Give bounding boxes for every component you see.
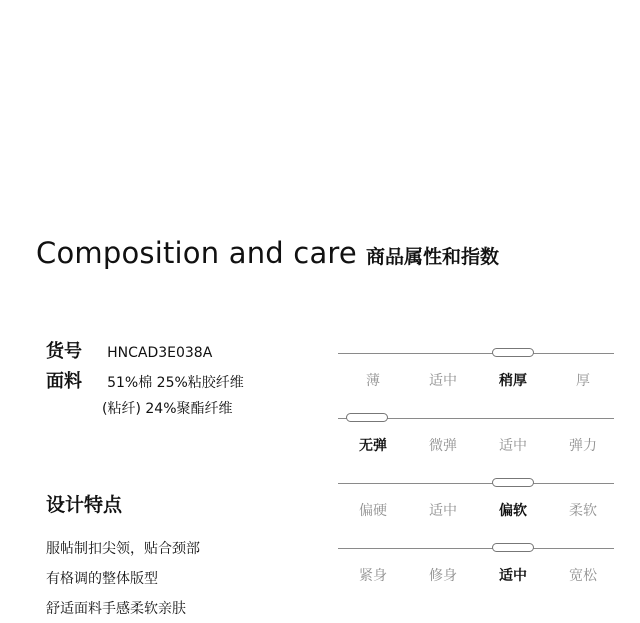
softness-scale (338, 467, 614, 527)
scale-option: 偏软 (499, 503, 527, 519)
scale-track (338, 353, 614, 354)
scale-option: 适中 (429, 373, 457, 389)
scale-indicator (492, 348, 534, 357)
design-features-title: 设计特点 (46, 494, 123, 516)
scale-option: 弹力 (569, 438, 597, 454)
title-chinese: 商品属性和指数 (366, 246, 500, 268)
scale-option: 适中 (499, 568, 527, 584)
fabric-label: 面料 (46, 371, 82, 392)
scale-track (338, 548, 614, 549)
scale-indicator (492, 478, 534, 487)
item-number-label: 货号 (46, 341, 82, 362)
fabric-value-line2: (粘纤) 24%聚酯纤维 (102, 401, 233, 417)
scale-track (338, 483, 614, 484)
title-english: Composition and care (36, 236, 357, 270)
scale-option: 适中 (499, 438, 527, 454)
item-number-row (46, 337, 212, 363)
scale-indicator (346, 413, 388, 422)
scale-option: 宽松 (569, 568, 597, 584)
page-title (36, 236, 499, 270)
thickness-scale (338, 337, 614, 397)
scale-option: 偏硬 (359, 503, 387, 519)
elasticity-scale (338, 402, 614, 462)
scale-option: 薄 (366, 373, 380, 389)
scale-option: 适中 (429, 503, 457, 519)
scale-option: 修身 (429, 568, 457, 584)
item-number-value: HNCAD3E038A (107, 345, 213, 361)
scale-option: 柔软 (569, 503, 597, 519)
feature-item: 服帖制扣尖领，贴合颈部 (46, 541, 200, 557)
feature-item: 舒适面料手感柔软亲肤 (46, 601, 186, 617)
scale-option: 微弹 (429, 438, 457, 454)
scale-option: 紧身 (359, 568, 387, 584)
fit-scale (338, 532, 614, 592)
scale-option: 无弹 (359, 438, 387, 454)
scale-option: 稍厚 (499, 373, 527, 389)
scale-option: 厚 (576, 373, 590, 389)
feature-item: 有格调的整体版型 (46, 571, 158, 587)
fabric-row (46, 367, 244, 393)
fabric-value-line1: 51%棉 25%粘胶纤维 (107, 375, 244, 391)
scale-indicator (492, 543, 534, 552)
